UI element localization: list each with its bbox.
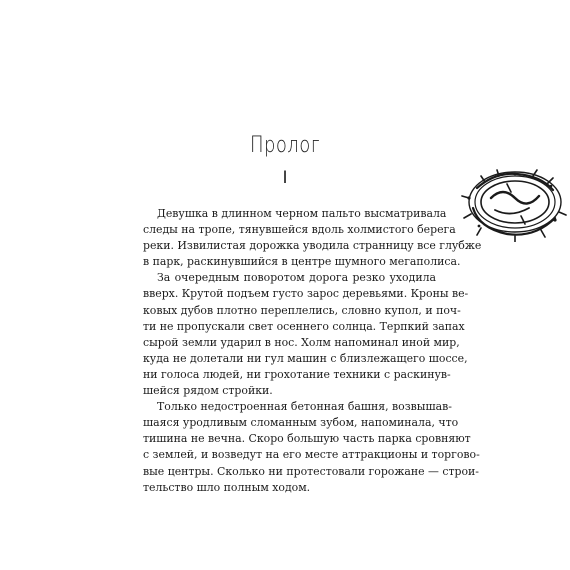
text-line: ни голоса людей, ни грохотание техники с раскинув-: [143, 367, 451, 381]
text-line: За очередным поворотом дорога резко уходила: [157, 271, 436, 285]
text-line: сырой земли ударил в нос. Холм напоминал иной мир,: [143, 335, 460, 349]
text-line: вверх. Крутой подъем густо зарос деревьями. Кроны ве-: [143, 287, 469, 301]
text-line: с землей, и возведут на его месте аттракционы и торгово-: [143, 448, 480, 462]
text-line: тишина не вечна. Скоро большую часть парка сровняют: [143, 432, 471, 446]
text-line: куда не долетали ни гул машин с близлежащего шоссе,: [143, 351, 468, 365]
text-line: реки. Извилистая дорожка уводила странницу все глубже: [143, 239, 482, 253]
chapter-title: Пролог: [250, 133, 320, 158]
text-line: в парк, раскинувшийся в центре шумного мегаполиса.: [143, 255, 461, 269]
body-text: [143, 206, 482, 496]
text-line: следы на тропе, тянувшейся вдоль холмистого берега: [143, 223, 456, 237]
text-line: вые центры. Сколько ни протестовали горожане — строи-: [143, 464, 479, 478]
thorn-wreath-ornament: [455, 168, 570, 242]
text-line: шаяся уродливым сломанным зубом, напоминала, что: [143, 416, 459, 430]
text-line: ти не пропускали свет осеннего солнца. Терпкий запах: [143, 319, 465, 333]
text-line: Девушка в длинном черном пальто высматривала: [157, 207, 447, 220]
text-line: ковых дубов плотно переплелись, словно купол, и поч-: [143, 303, 461, 317]
text-line: тельство шло полным ходом.: [143, 480, 311, 494]
chapter-number: I: [282, 168, 288, 188]
text-line: шейся рядом стройки.: [143, 384, 273, 398]
text-line: Только недостроенная бетонная башня, возвышав-: [157, 400, 452, 414]
